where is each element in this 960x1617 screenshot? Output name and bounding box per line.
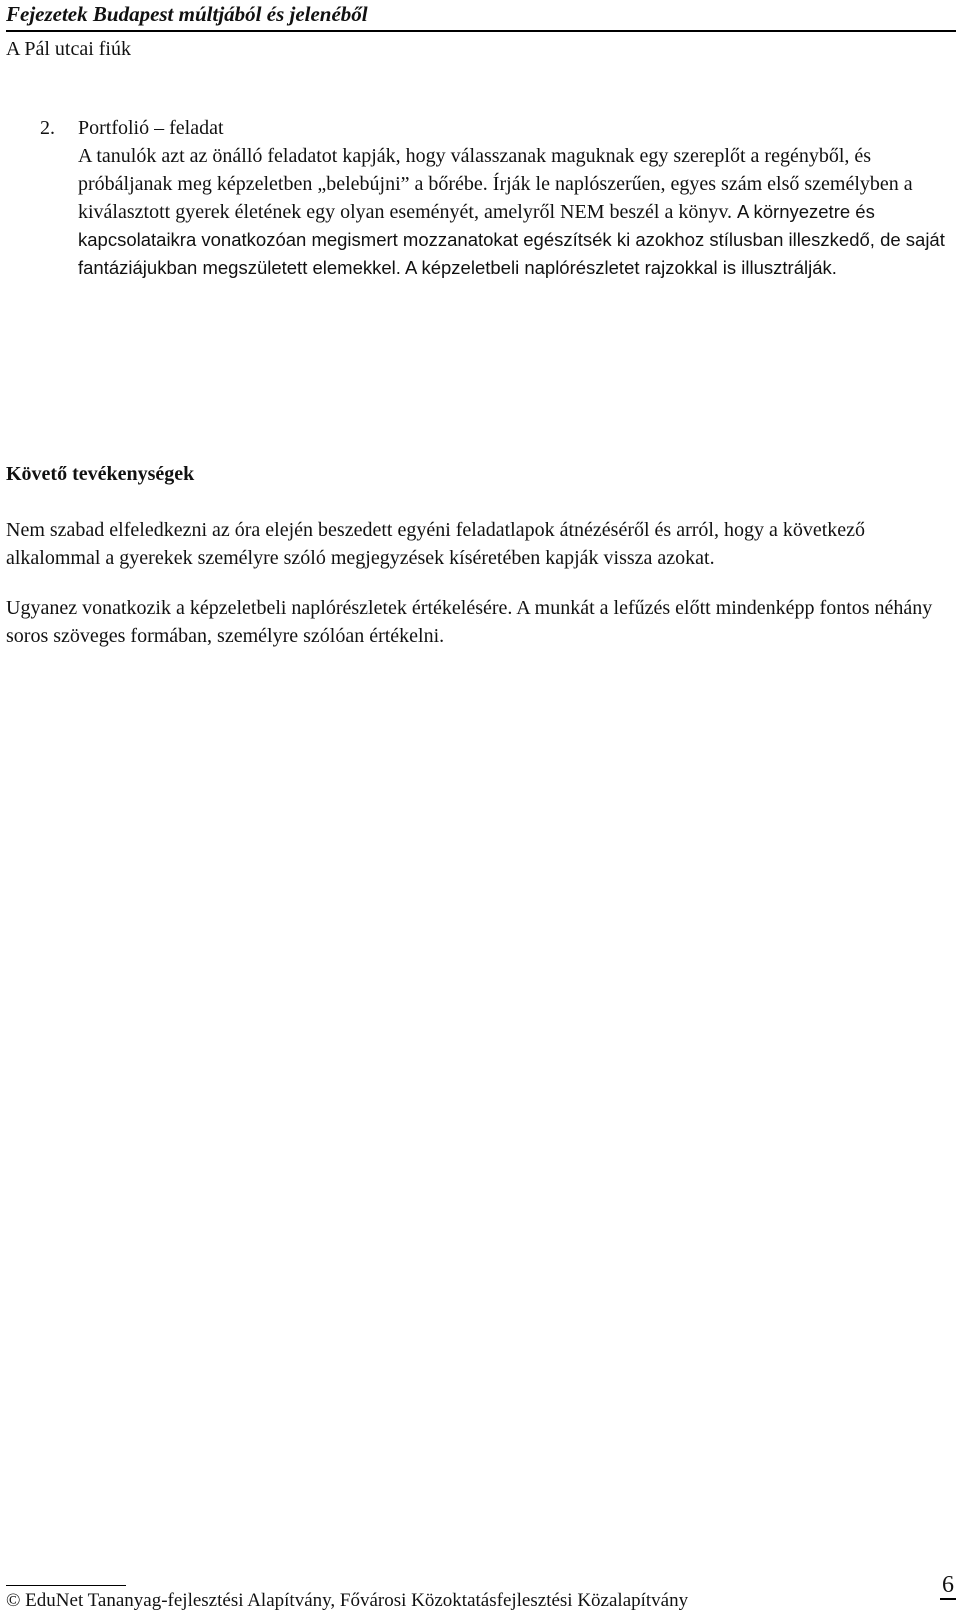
header-divider (6, 30, 956, 32)
page-number: 6 (942, 1572, 954, 1598)
portfolio-title: Portfolió – feladat (78, 117, 224, 139)
page-footer (6, 1585, 956, 1614)
followup-paragraph-1: Nem szabad elfeledkezni az óra elején beszedett egyéni feladatlapok átnézéséről és arról, hogy a következő alkalommal a gyerekek személyre szóló megjegyzések kíséretében kapják vissza azokat. (6, 519, 866, 569)
footer-copyright: © EduNet Tananyag-fejlesztési Alapítvány, Fővárosi Közoktatásfejlesztési Közalapítvány (6, 1590, 689, 1611)
footer-divider (6, 1585, 126, 1586)
portfolio-section (40, 114, 955, 282)
header-subtitle: A Pál utcai fiúk (6, 38, 131, 60)
portfolio-text-serif: A tanulók azt az önálló feladatot kapják, hogy válasszanak maguknak egy szereplőt a regényből, és próbáljanak meg képzeletben „belebújni” a bőrébe. Írják le naplószerűen, egyes szám első személyben a kiválasztott gyerek életének egy olyan eseményét, amelyről NEM beszél a könyv. (78, 145, 913, 223)
header-title: Fejezetek Budapest múltjából és jelenéből (6, 2, 368, 26)
portfolio-body (78, 142, 955, 282)
followup-paragraph-2: Ugyanez vonatkozik a képzeletbeli naplórészletek értékelésére. A munkát a lefűzés előtt mindenképp fontos néhány soros szöveges formában, személyre szólóan értékelni. (6, 597, 933, 647)
followup-section (6, 460, 954, 672)
portfolio-heading (40, 114, 955, 142)
followup-heading: Követő tevékenységek (6, 463, 195, 485)
portfolio-text-sans: A környezetre és kapcsolataikra vonatkozóan megismert mozzanatokat egészítsék ki azokhoz stílusban illeszkedő, de saját fantáziájukban megszületett elemekkel. A képzeletbeli naplórészletet rajzokkal is illusztrálják. (78, 201, 945, 278)
page-header (6, 0, 956, 62)
portfolio-number: 2. (40, 117, 55, 139)
